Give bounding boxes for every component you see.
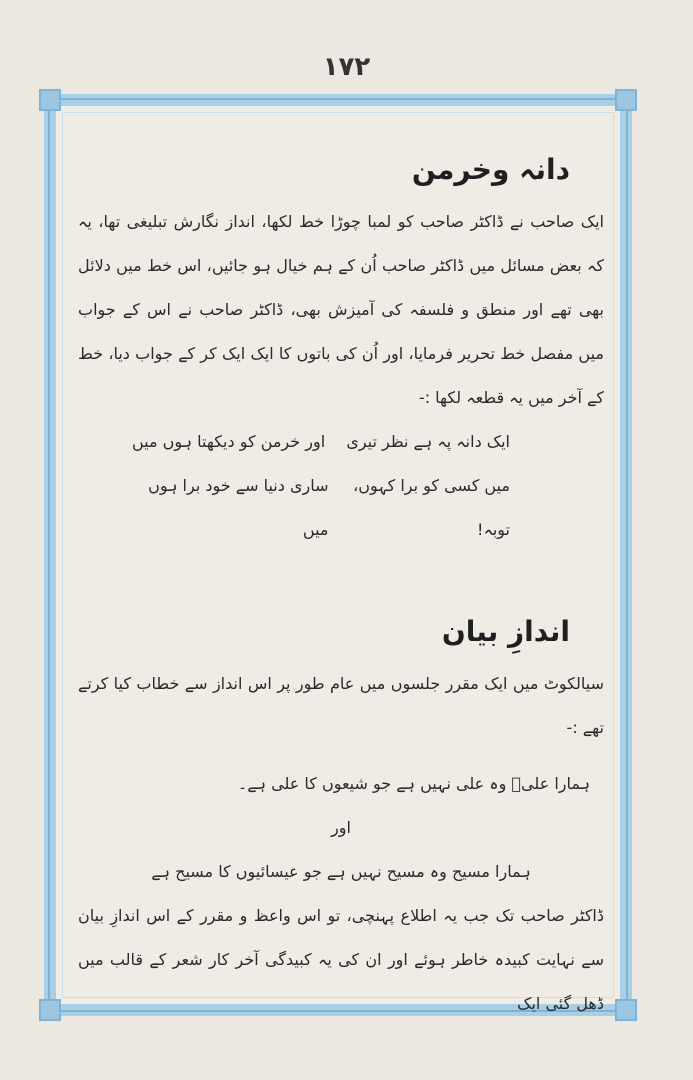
couplet-line: [132, 464, 510, 552]
page-content: [72, 150, 610, 1026]
section-title-andaz-e-bayan: اندازِ بیان: [441, 615, 570, 648]
section-title-dana-o-kharman: دانہ وخرمن: [411, 153, 570, 186]
page-number: ١٧٢: [322, 52, 371, 82]
section1-paragraph: ایک صاحب نے ڈاکٹر صاحب کو لمبا چوڑا خط لکھا، انداز نگارش تبلیغی تھا، یہ کہ بعض مسائل میں ڈاکٹر صاحب اُن کے ہم خیال ہو جائیں، اس خط میں دلائل بھی تھے اور منطق و فلسفہ کی آمیزش بھی، ڈاکٹر صاحب نے اس کے جواب میں مفصل خط تحریر فرمایا، اور اُن کی باتوں کا ایک ایک کر کے جواب دیا، خط کے آخر میں یہ قطعہ لکھا :-: [78, 212, 604, 407]
section2-intro: سیالکوٹ میں ایک مقرر جلسوں میں عام طور پر اس انداز سے خطاب کیا کرتے تھے :-: [78, 674, 604, 737]
corner-ornament-icon: [39, 89, 61, 111]
corner-ornament-icon: [39, 999, 61, 1021]
couplet-first-hemistich: میں کسی کو برا کہوں، توبہ!: [353, 476, 510, 539]
couplet-second-hemistich: ساری دنیا سے خود برا ہوں میں: [148, 476, 329, 539]
section2-closing: ڈاکٹر صاحب تک جب یہ اطلاع پہنچی، تو اس واعظ و مقرر کے اس اندازِ بیان سے نہایت کبیدہ خاطر ہوئے اور ان کی یہ کبیدگی آخر کار شعر کے قالب میں ڈھل گئی ایک: [78, 906, 604, 1013]
couplet-line: [132, 420, 510, 464]
corner-ornament-icon: [615, 999, 637, 1021]
quote-line-2: ہمارا مسیح وہ مسیح نہیں ہے جو عیسائیوں کا مسیح ہے: [151, 862, 531, 881]
quote-line-1: ہمارا علیؓ وہ علی نہیں ہے جو شیعوں کا علی ہے۔: [237, 774, 590, 793]
corner-ornament-icon: [615, 89, 637, 111]
couplet-second-hemistich: اور خرمن کو دیکھتا ہوں میں: [132, 432, 326, 451]
connector-word: اور: [331, 818, 351, 837]
couplet-first-hemistich: ایک دانہ پہ ہے نظر تیری: [346, 432, 510, 451]
